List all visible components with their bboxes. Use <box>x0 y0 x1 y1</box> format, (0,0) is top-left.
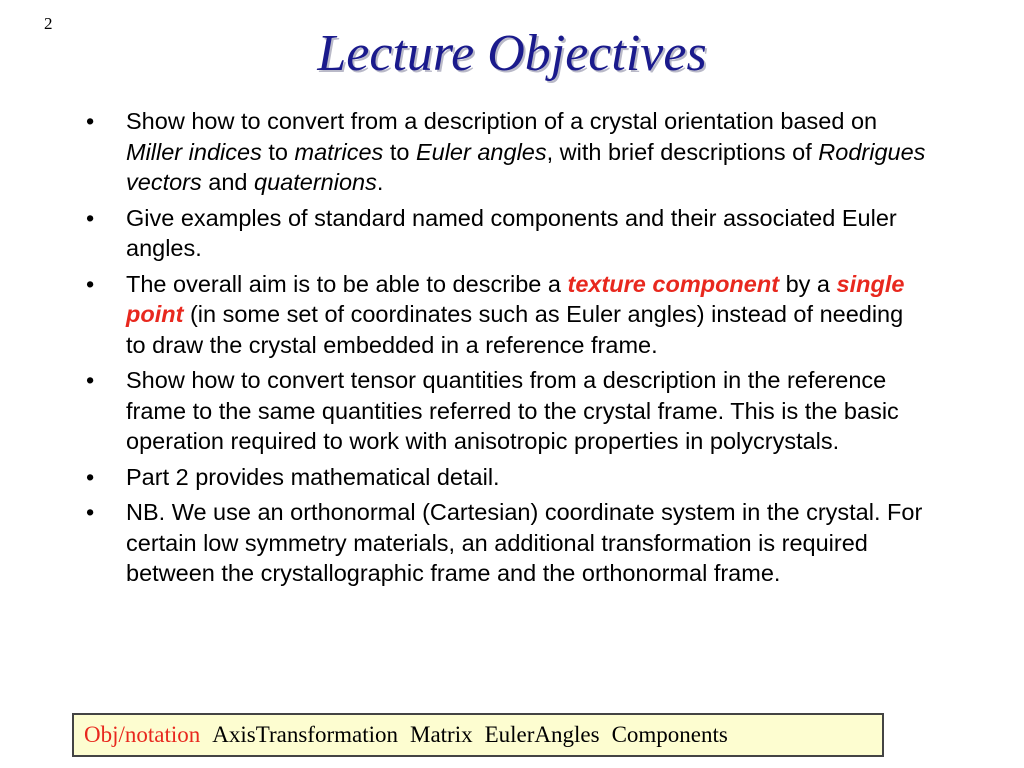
bullet-text-segment: to <box>261 138 295 165</box>
bullet-text-segment: single point <box>126 270 905 327</box>
bullet-text-segment: Part 2 provides mathematical detail. <box>126 463 500 490</box>
bullet-text-segment: Show how to convert tensor quantities from a description in the reference frame to the same quantities referred to the crystal frame. This is the basic operation required to work with anisotropic properties in polycrystals. <box>126 367 899 454</box>
bullet-text-segment: and <box>201 169 255 195</box>
bullet-text-segment: . <box>376 169 384 195</box>
list-item <box>86 269 926 361</box>
bullet-text-segment: Give examples of standard named components and their associated Euler angles. <box>126 204 897 261</box>
bullet-marker: • <box>86 499 95 525</box>
bullet-marker: • <box>86 270 95 297</box>
bullet-text-segment: Miller indices <box>126 138 262 165</box>
bullet-marker: • <box>86 367 95 393</box>
list-item <box>86 203 926 264</box>
bullet-text-segment: (in some set of coordinates such as Euler angles) instead of needing to draw the crystal embedded in a reference frame. <box>126 301 904 358</box>
nav-link-obj-notation[interactable]: Obj/notation <box>84 722 201 747</box>
bullet-text-segment: Rodrigues vectors <box>126 138 926 195</box>
bullet-text-segment: quaternions <box>254 169 377 195</box>
slide-number: 2 <box>44 14 53 33</box>
bullet-text-segment: texture component <box>567 270 780 297</box>
bullet-text-segment: , with brief descriptions of <box>546 138 819 165</box>
bullet-text-segment: Euler angles <box>415 138 547 165</box>
list-item <box>86 497 926 589</box>
nav-link-matrix[interactable]: Matrix <box>410 722 473 747</box>
bullet-marker: • <box>86 108 95 134</box>
bullet-marker: • <box>86 204 95 231</box>
nav-link-axistransformation[interactable]: AxisTransformation <box>212 722 398 747</box>
bullet-text-segment: matrices <box>294 138 384 165</box>
slide-title: Lecture Objectives <box>317 25 707 82</box>
nav-link-components[interactable]: Components <box>611 722 728 747</box>
bullet-text-segment: Show how to convert from a description of a crystal orientation based on <box>126 108 878 134</box>
objectives-list <box>86 106 926 594</box>
bullet-text-segment: by a <box>779 270 837 297</box>
bullet-text-segment: The overall aim is to be able to describe a <box>126 270 568 297</box>
list-item <box>86 462 926 493</box>
nav-link-eulerangles[interactable]: EulerAngles <box>484 722 600 747</box>
list-item <box>86 106 926 198</box>
bullet-text-segment: to <box>383 138 416 165</box>
bullet-text-segment: NB. We use an orthonormal (Cartesian) coordinate system in the crystal. For certain low symmetry materials, an additional transformation is required between the crystallographic frame and the orthonormal frame. <box>126 499 923 586</box>
list-item <box>86 365 926 457</box>
bullet-marker: • <box>86 463 95 490</box>
navigation-bar <box>72 713 884 757</box>
